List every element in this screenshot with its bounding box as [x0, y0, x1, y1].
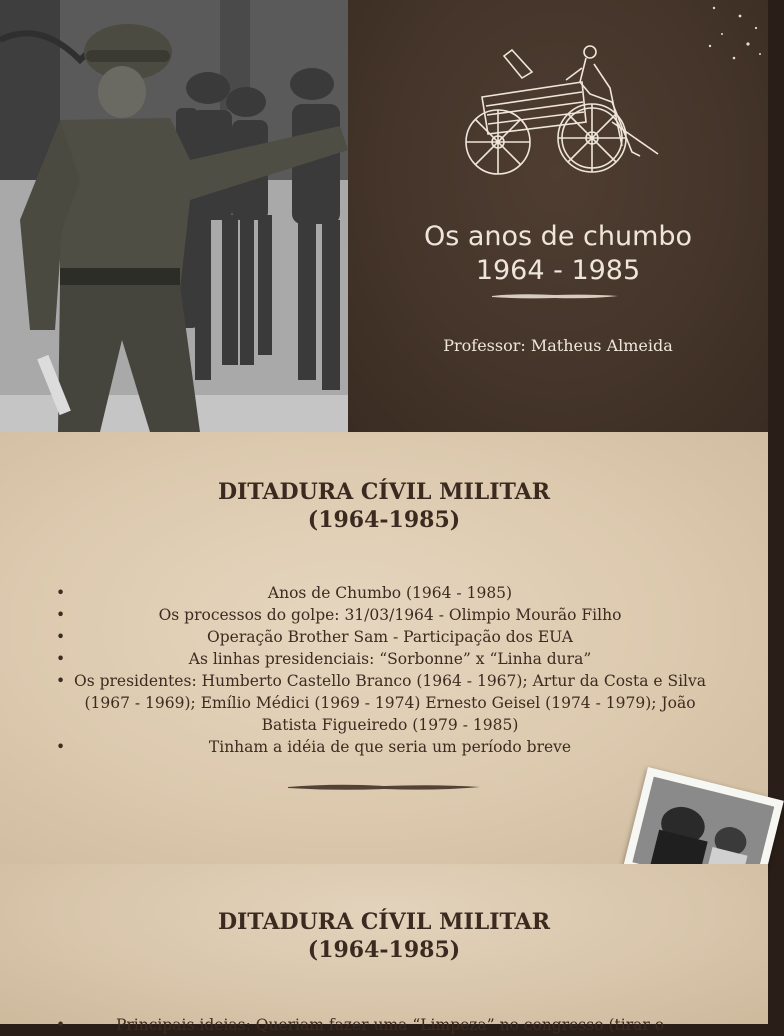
slide-heading-line1: DITADURA CÍVIL MILITAR — [217, 909, 551, 935]
sparkle-dots-decoration — [700, 0, 768, 70]
slide-heading — [0, 908, 768, 964]
slide-heading-line2: (1964-1985) — [307, 507, 461, 533]
cover-title-line2: 1964 - 1985 — [475, 255, 641, 286]
list-item: • Operação Brother Sam - Participação dos EUA — [56, 626, 724, 648]
brush-divider — [286, 782, 482, 792]
list-item: • As linhas presidenciais: “Sorbonne” x “Linha dura” — [56, 648, 724, 670]
list-item: • Os presidentes: Humberto Castello Branco (1964 - 1967); Artur da Costa e Silva (1967 - 1969); Emílio Médici (1969 - 1974) Ernesto Geisel (1974 - 1979); João Batista Figueiredo (1979 - 1985) — [56, 670, 724, 736]
list-item: • Tinham a idéia de que seria um período breve — [56, 736, 724, 758]
professor-name: Professor: Matheus Almeida — [443, 336, 673, 355]
list-item: • Principais ideias: Queriam fazer uma “Limpeza” no congresso (tirar o — [56, 1014, 724, 1036]
soldiers-photo — [0, 0, 348, 432]
gatling-gun-illustration — [462, 42, 662, 192]
cover-title-line1: Os anos de chumbo — [423, 221, 693, 252]
brush-divider — [490, 291, 620, 301]
soldiers-photo-drawing — [0, 0, 348, 432]
slide-heading-line2: (1964-1985) — [307, 937, 461, 963]
slide-heading-line1: DITADURA CÍVIL MILITAR — [217, 479, 551, 505]
slide-heading — [0, 478, 768, 534]
bullet-list — [56, 582, 724, 758]
list-item: • Anos de Chumbo (1964 - 1985) — [56, 582, 724, 604]
cover-title — [348, 220, 768, 288]
slide-cover — [0, 0, 768, 432]
slide-overview — [0, 432, 768, 864]
list-item: • Os processos do golpe: 31/03/1964 - Olimpio Mourão Filho — [56, 604, 724, 626]
slide-main-ideas — [0, 864, 768, 1034]
